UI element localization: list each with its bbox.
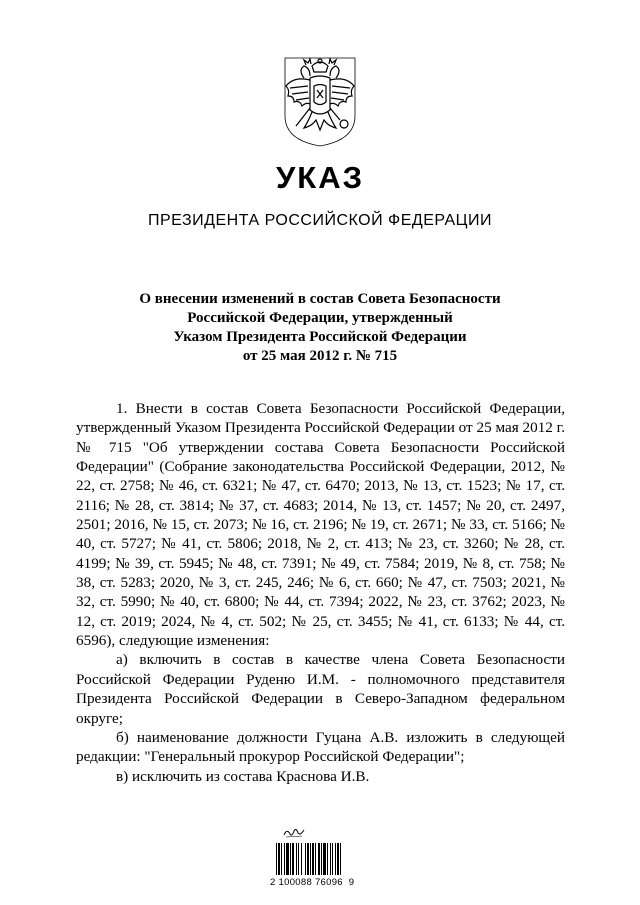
russian-coat-of-arms-icon <box>282 56 358 148</box>
paragraph-1: 1. Внести в состав Совета Безопасности Российской Федерации, утвержденный Указом Президента Российской Федерации от 25 мая 2012 г. № 715 "Об утверждении состава Совета Безопасности Российской Федерации" (Собрание законодательства Российской Федерации, 2012, № 22, ст. 2758; № 46, ст. 6321; № 47, ст. 6470; 2013, № 13, ст. 1523; № 17, ст. 2116; № 28, ст. 3814; № 37, ст. 4683; 2014, № 13, ст. 1457; № 20, ст. 2497, 2501; 2016, № 15, ст. 2073; № 16, ст. 2196; № 19, ст. 2671; № 33, ст. 5166; № 40, ст. 5727; № 41, ст. 5806; 2018, № 2, ст. 413; № 23, ст. 3260; № 28, ст. 4199; № 39, ст. 5945; № 48, ст. 7391; № 49, ст. 7584; 2019, № 8, ст. 758; № 38, ст. 5283; 2020, № 3, ст. 245, 246; № 6, ст. 660; № 47, ст. 7503; 2021, № 32, ст. 5990; № 40, ст. 6800; № 44, ст. 7394; 2022, № 23, ст. 3762; 2023, № 12, ст. 2019; 2024, № 4, ст. 502; № 25, ст. 3455; № 41, ст. 6133; № 44, ст. 6596), следующие изменения: <box>76 400 565 650</box>
decree-body <box>76 399 565 786</box>
heading-line: О внесении изменений в состав Совета Безопасности <box>139 291 501 307</box>
decree-heading <box>90 290 550 366</box>
item-b: б) наименование должности Гуцана А.В. изложить в следующей редакции: "Генеральный прокурор Российской Федерации"; <box>76 728 565 766</box>
barcode-bar <box>341 843 342 875</box>
document-subtitle: ПРЕЗИДЕНТА РОССИЙСКОЙ ФЕДЕРАЦИИ <box>148 212 492 229</box>
handwritten-initials-icon <box>283 826 305 838</box>
heading-line: от 25 мая 2012 г. № 715 <box>242 348 398 364</box>
document-title: УКАЗ <box>275 160 364 195</box>
barcode-number: 2 100088 76096 9 <box>270 877 355 888</box>
heading-line: Указом Президента Российской Федерации <box>173 329 467 345</box>
item-c: в) исключить из состава Краснова И.В. <box>116 767 370 785</box>
barcode-icon <box>276 843 366 875</box>
item-a: а) включить в состав в качестве члена Совета Безопасности Российской Федерации Руденю И.М. - полномочного представителя Президента Российской Федерации в Северо-Западном федеральном округе; <box>76 651 565 727</box>
heading-line: Российской Федерации, утвержденный <box>187 310 453 326</box>
